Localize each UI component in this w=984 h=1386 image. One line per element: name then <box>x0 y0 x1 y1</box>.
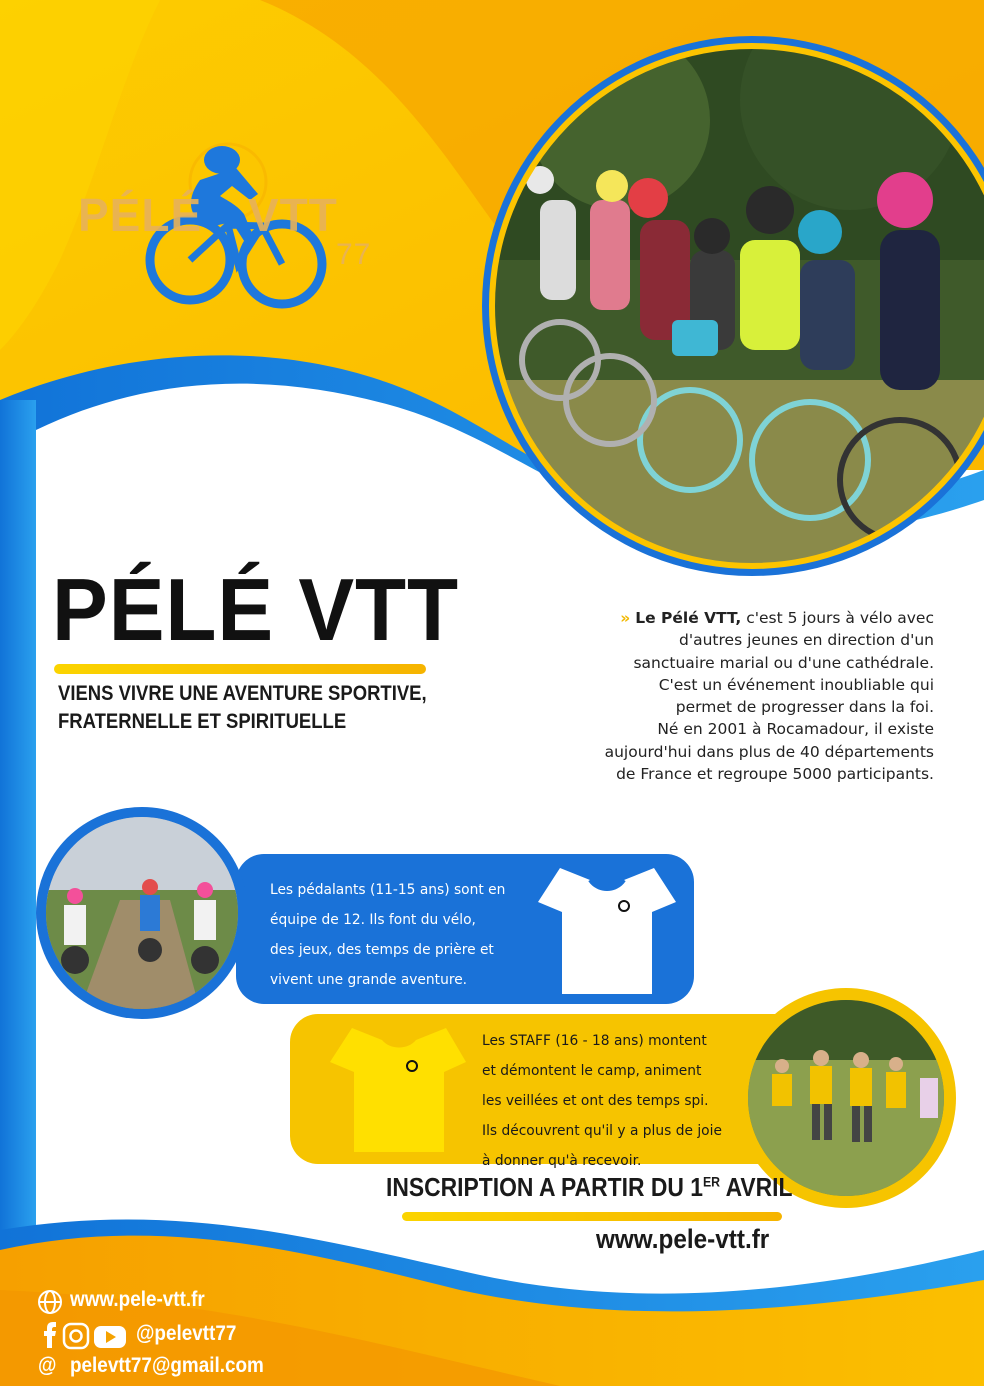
intro-line: C'est un événement inoubliable qui <box>658 675 934 694</box>
inscription-underline <box>402 1212 782 1221</box>
staff-line: à donner qu'à recevoir. <box>482 1153 642 1169</box>
intro-line: aujourd'hui dans plus de 40 départements <box>604 742 934 761</box>
footer-handle[interactable]: @pelevtt77 <box>136 1322 237 1345</box>
logo-word-left: PÉLÉ <box>78 189 203 241</box>
intro-lead: Le Pélé VTT, <box>635 609 742 627</box>
intro-line: permet de progresser dans la foi. <box>675 698 934 717</box>
footer-email[interactable]: pelevtt77@gmail.com <box>70 1354 264 1377</box>
chevron-double-icon: » <box>620 609 631 627</box>
pedalants-text <box>270 875 540 995</box>
logo-word-right: VTT <box>248 189 338 241</box>
tagline-line-2: FRATERNELLE ET SPIRITUELLE <box>58 710 347 733</box>
tagline <box>58 680 427 736</box>
staff-line: Les STAFF (16 - 18 ans) montent <box>482 1033 707 1049</box>
footer-website[interactable]: www.pele-vtt.fr <box>70 1288 205 1311</box>
logo-number: 77 <box>336 238 372 271</box>
staff-line: Ils découvrent qu'il y a plus de joie <box>482 1123 722 1139</box>
pedalants-line: des jeux, des temps de prière et <box>270 942 494 958</box>
at-icon: @ <box>38 1354 57 1377</box>
staff-line: les veillées et ont des temps spi. <box>482 1093 709 1109</box>
youtube-icon <box>94 1326 126 1348</box>
staff-text <box>482 1026 762 1176</box>
staff-line: et démontent le camp, animent <box>482 1063 702 1079</box>
intro-line: Né en 2001 à Rocamadour, il existe <box>657 720 934 739</box>
page-title: PÉLÉ VTT <box>52 560 460 659</box>
intro-line: de France et regroupe 5000 participants. <box>616 765 934 784</box>
title-underline <box>54 664 426 674</box>
inscription-text: INSCRIPTION A PARTIR DU 1ER AVRIL <box>386 1172 793 1202</box>
pedalants-line: Les pédalants (11-15 ans) sont en <box>270 882 506 898</box>
intro-paragraph <box>514 607 934 785</box>
website-link[interactable]: www.pele-vtt.fr <box>596 1224 770 1254</box>
pedalants-line: équipe de 12. Ils font du vélo, <box>270 912 476 928</box>
intro-line: sanctuaire marial ou d'une cathédrale. <box>633 653 934 672</box>
tagline-line-1: VIENS VIVRE UNE AVENTURE SPORTIVE, <box>58 682 427 705</box>
pedalants-line: vivent une grande aventure. <box>270 972 468 988</box>
intro-line: d'autres jeunes en direction d'un <box>679 631 934 650</box>
intro-line: c'est 5 jours à vélo avec <box>746 609 934 627</box>
